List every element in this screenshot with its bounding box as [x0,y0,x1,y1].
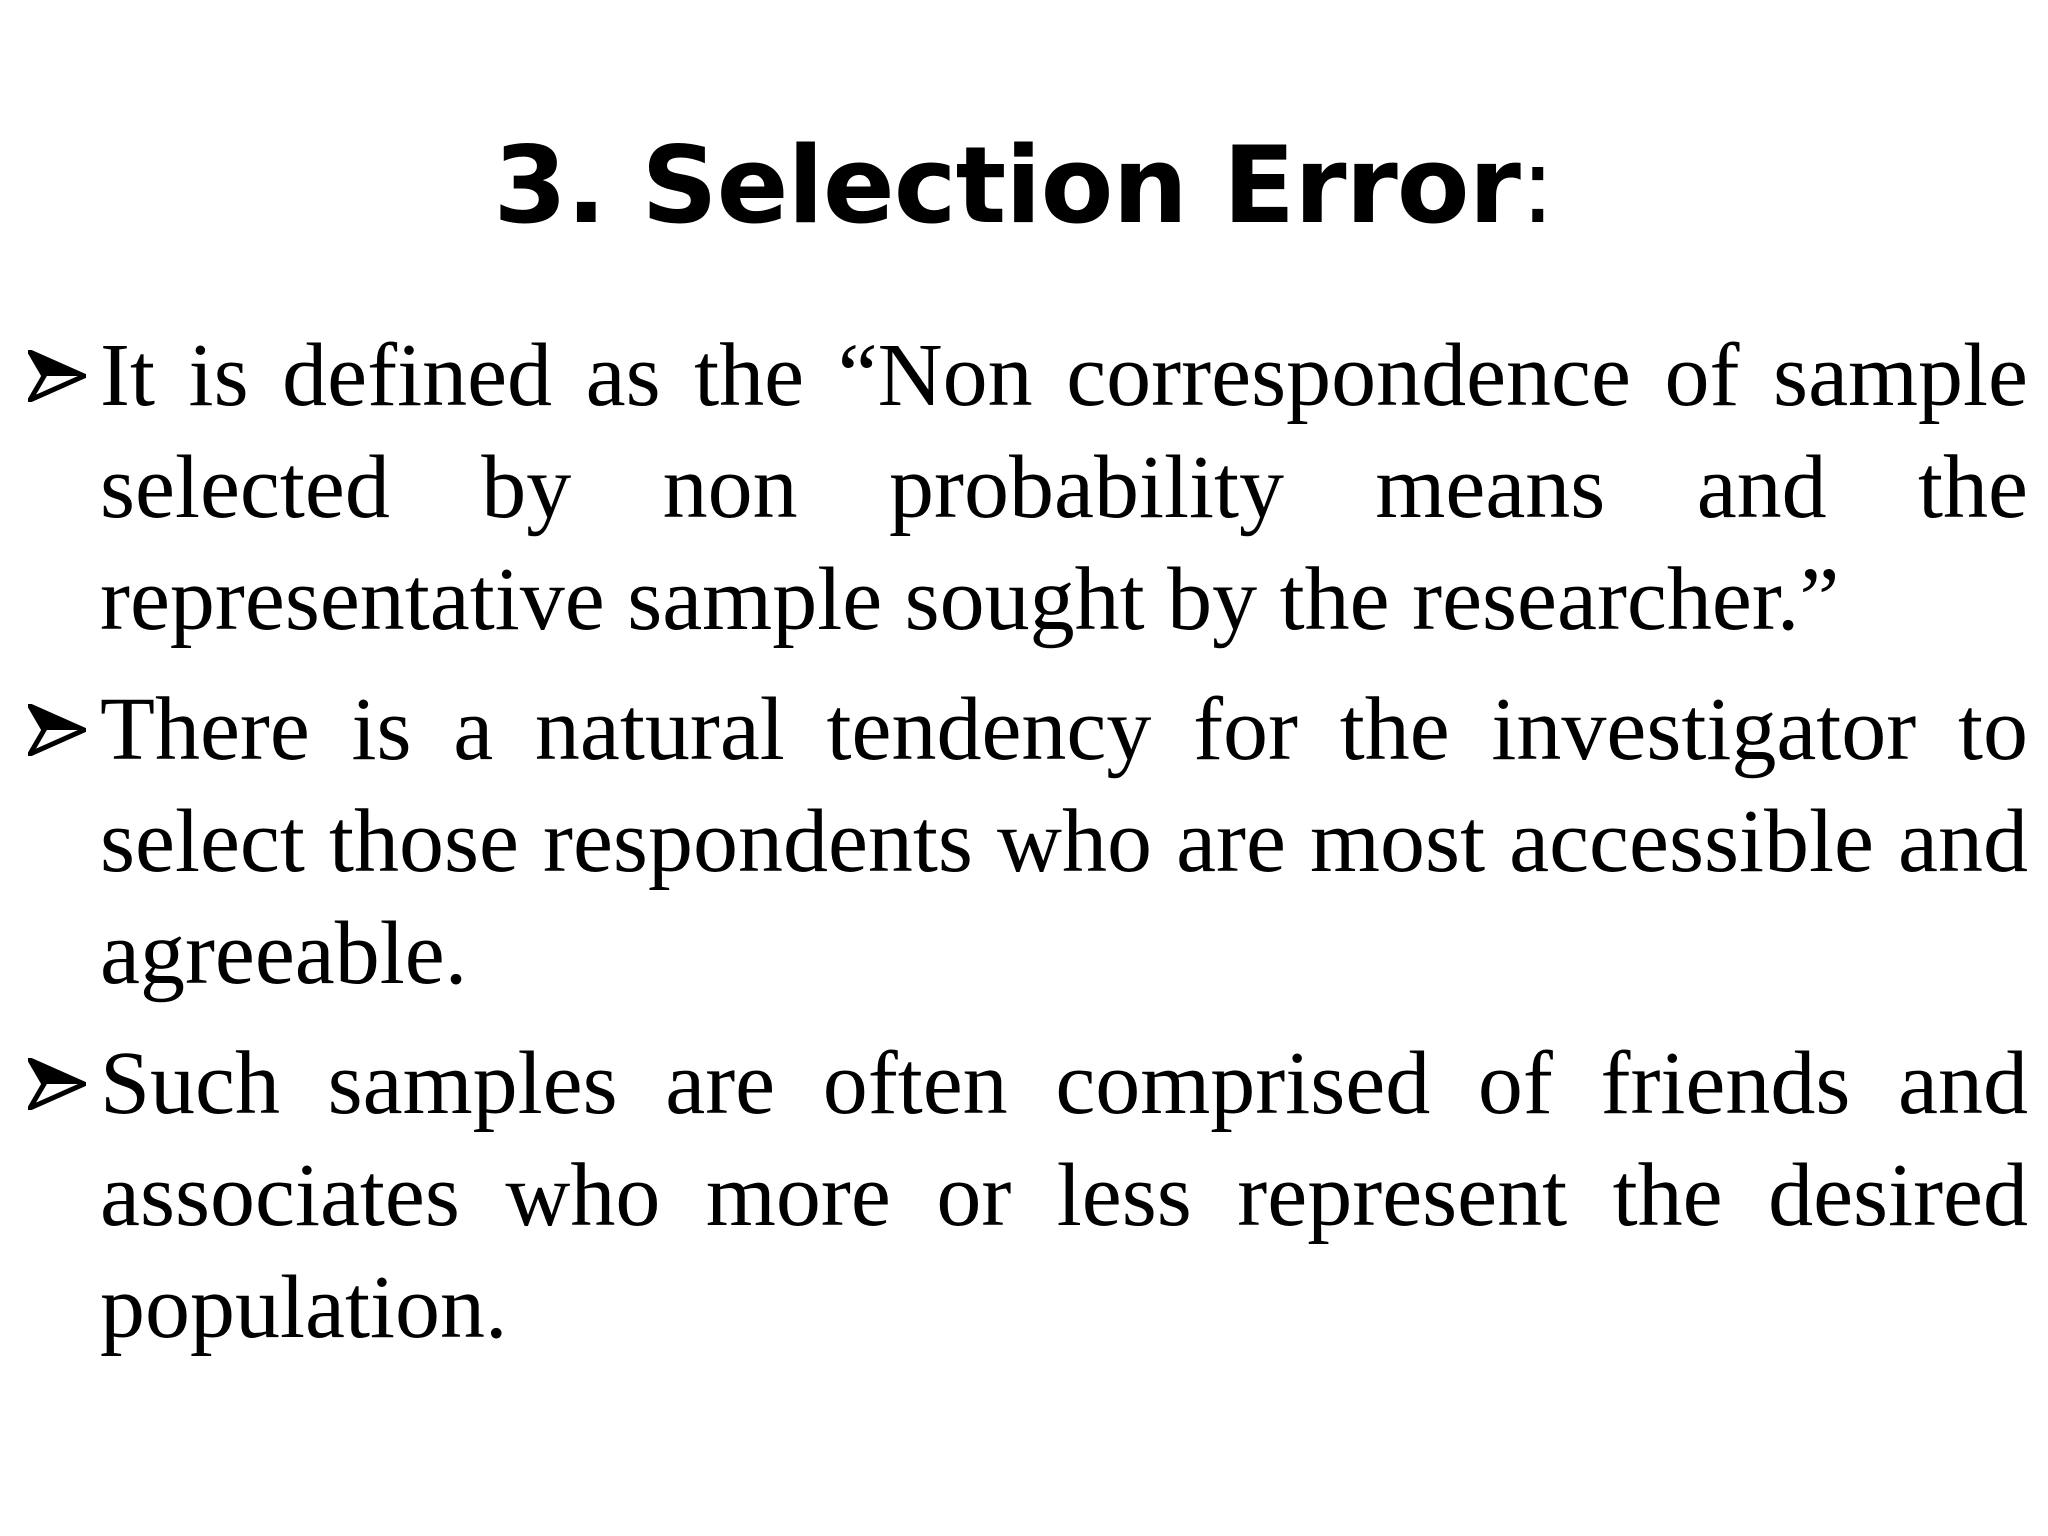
slide-title-colon: : [1519,124,1555,247]
bullet-item-samples [28,1028,2028,1364]
bullet-text: It is defined as the “Non correspondence of sample selected by non probability means and the representative sample sought by the researcher.” [100,326,2028,649]
bullet-item-definition [28,320,2028,656]
bullet-item-tendency [28,674,2028,1010]
arrowhead-bullet-icon [28,350,86,402]
bullet-text: There is a natural tendency for the investigator to select those respondents who are most accessible and agreeable. [100,680,2028,1003]
slide-title-text: 3. Selection Error [493,124,1520,247]
bullet-list [28,320,2028,1382]
arrowhead-bullet-icon [28,1058,86,1110]
slide-title [0,124,2048,247]
arrowhead-bullet-icon [28,704,86,756]
bullet-text: Such samples are often comprised of friends and associates who more or less represent the desired population. [100,1034,2028,1357]
